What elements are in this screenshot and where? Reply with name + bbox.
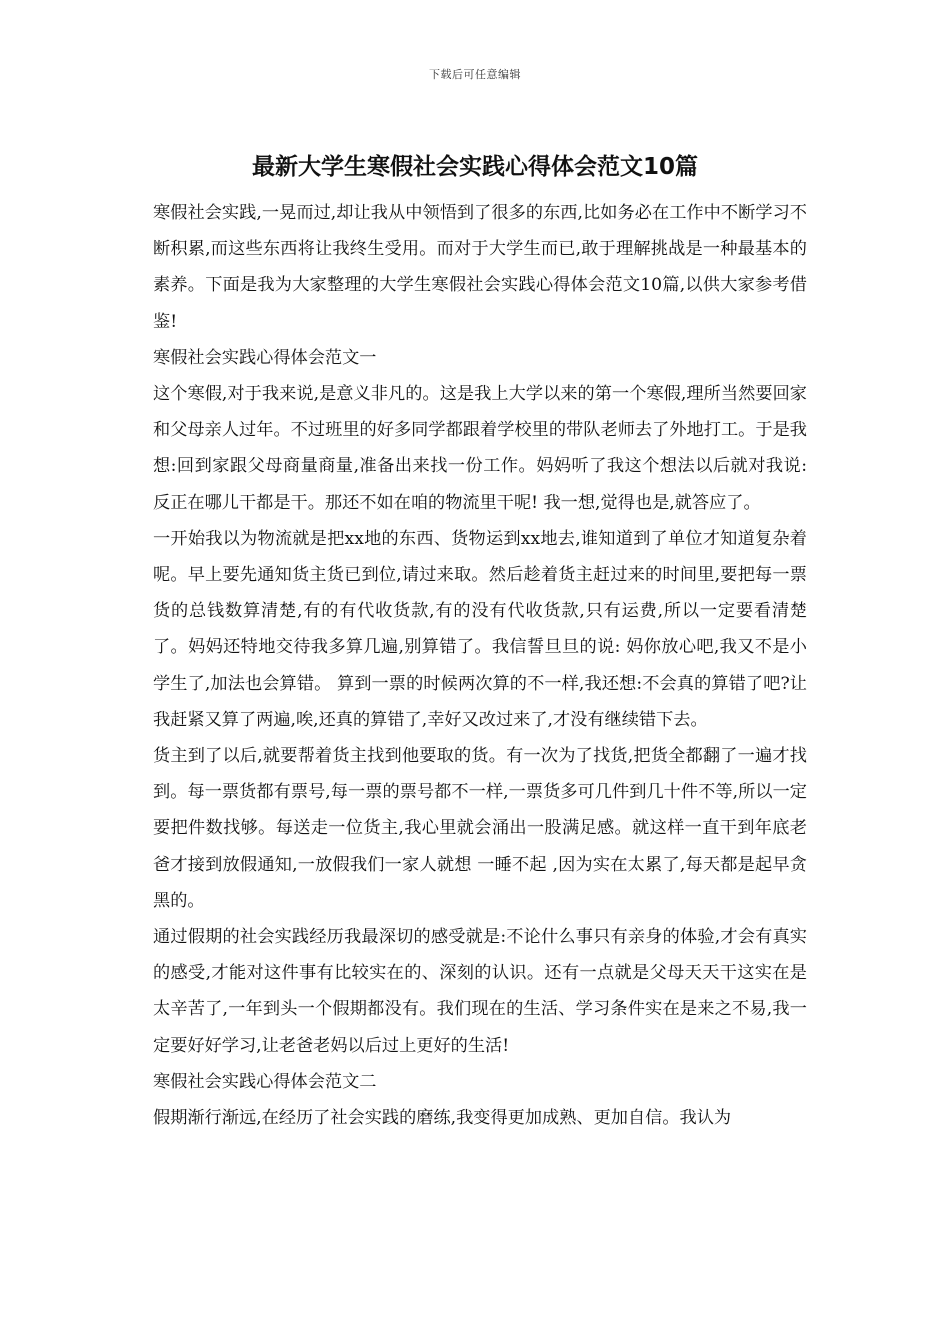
header-note: 下载后可任意编辑 bbox=[429, 68, 521, 81]
document-body bbox=[145, 195, 807, 1136]
body-paragraph: 通过假期的社会实践经历我最深切的感受就是:不论什么事只有亲身的体验,才会有真实的感受,才能对这件事有比较实在的、深刻的认识。还有一点就是父母天天干这实在是太辛苦了,一年到头一个假期都没有。我们现在的生活、学习条件实在是来之不易,我一定要好好学习,让老爸老妈以后过上更好的生活! bbox=[153, 927, 807, 1056]
body-paragraph: 这个寒假,对于我来说,是意义非凡的。这是我上大学以来的第一个寒假,理所当然要回家和父母亲人过年。不过班里的好多同学都跟着学校里的带队老师去了外地打工。于是我想:回到家跟父母商量商量,准备出来找一份工作。妈妈听了我这个想法以后就对我说: 反正在哪儿干都是干。那还不如在咱的物流里干呢! 我一想,觉得也是,就答应了。 bbox=[153, 384, 807, 513]
intro-paragraph: 寒假社会实践,一晃而过,却让我从中领悟到了很多的东西,比如务必在工作中不断学习不断积累,而这些东西将让我终生受用。而对于大学生而已,敢于理解挑战是一种最基本的素养。下面是我为大家整理的大学生寒假社会实践心得体会范文10篇,以供大家参考借鉴! bbox=[153, 203, 807, 332]
section-heading-1: 寒假社会实践心得体会范文一 bbox=[153, 347, 377, 368]
body-paragraph: 货主到了以后,就要帮着货主找到他要取的货。有一次为了找货,把货全都翻了一遍才找到。每一票货都有票号,每一票的票号都不一样,一票货多可几件到几十件不等,所以一定要把件数找够。每送走一位货主,我心里就会涌出一股满足感。就这样一直干到年底老爸才接到放假通知,一放假我们一家人就想 一睡不起 ,因为实在太累了,每天都是起早贪黑的。 bbox=[153, 746, 807, 911]
body-paragraph: 假期渐行渐远,在经历了社会实践的磨练,我变得更加成熟、更加自信。我认为 bbox=[153, 1108, 732, 1129]
section-heading-2: 寒假社会实践心得体会范文二 bbox=[153, 1071, 377, 1092]
body-paragraph: 一开始我以为物流就是把xx地的东西、货物运到xx地去,谁知道到了单位才知道复杂着呢。早上要先通知货主货已到位,请过来取。然后趁着货主赶过来的时间里,要把每一票货的总钱数算清楚,有的有代收货款,有的没有代收货款,只有运费,所以一定要看清楚了。妈妈还特地交待我多算几遍,别算错了。我信誓旦旦的说: 妈你放心吧,我又不是小学生了,加法也会算错。 算到一票的时候两次算的不一样,我还想:不会真的算错了吧?让我赶紧又算了两遍,唉,还真的算错了,幸好又改过来了,才没有继续错下去。 bbox=[153, 528, 807, 730]
document-title: 最新大学生寒假社会实践心得体会范文10篇 bbox=[251, 154, 698, 180]
